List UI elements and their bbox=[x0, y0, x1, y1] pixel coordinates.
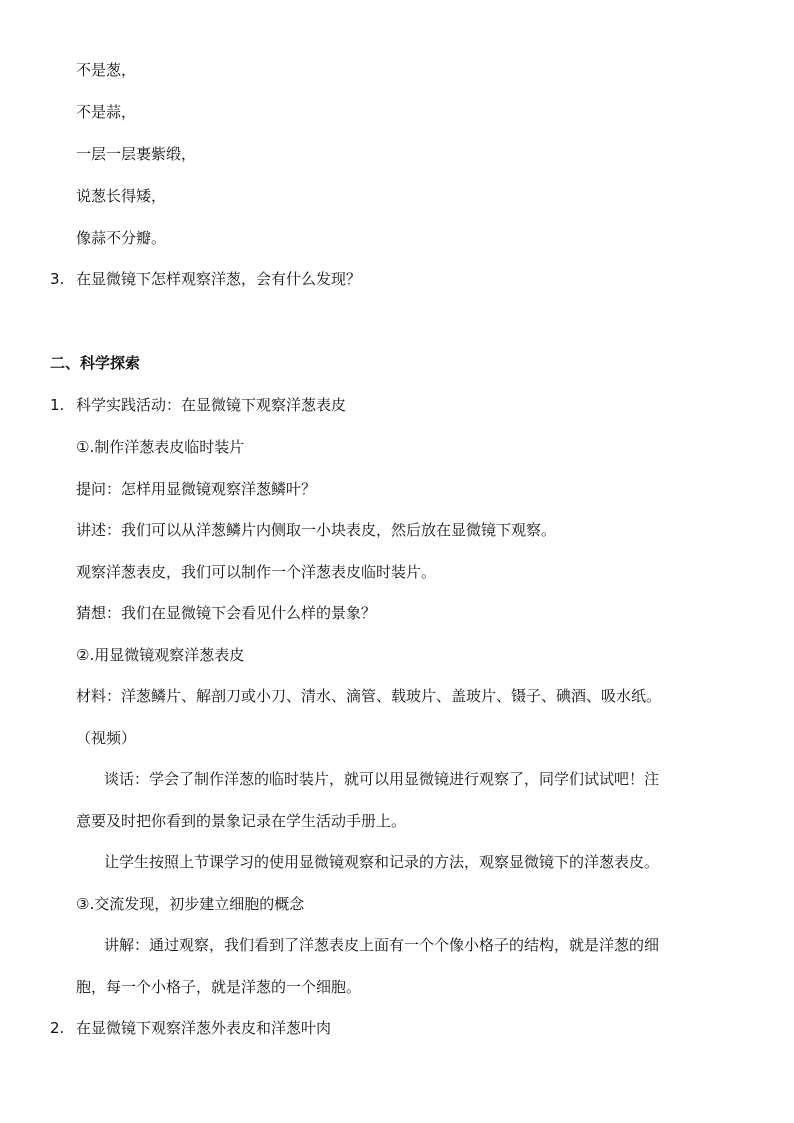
explain-paragraph-line-1: 讲解：通过观察，我们看到了洋葱表皮上面有一个个像小格子的结构，就是洋葱的细 bbox=[104, 936, 660, 954]
step-3-heading: ③.交流发现，初步建立细胞的概念 bbox=[76, 895, 305, 913]
materials-paragraph: 材料：洋葱鳞片、解剖刀或小刀、清水、滴管、载玻片、盖玻片、镊子、碘酒、吸水纸。 bbox=[76, 687, 662, 705]
item-1-text: 科学实践活动：在显微镜下观察洋葱表皮 bbox=[76, 396, 347, 414]
narration-paragraph: 讲述：我们可以从洋葱鳞片内侧取一小块表皮，然后放在显微镜下观察。 bbox=[76, 521, 557, 539]
poem-line-1: 不是葱， bbox=[76, 61, 137, 79]
section-heading: 二、科学探索 bbox=[50, 354, 141, 372]
step-1-heading: ①.制作洋葱表皮临时装片 bbox=[76, 438, 245, 456]
poem-line-2: 不是蒜， bbox=[76, 103, 137, 121]
talk-paragraph-line-2: 意要及时把你看到的景象记录在学生活动手册上。 bbox=[76, 812, 407, 830]
item-2-text: 在显微镜下观察洋葱外表皮和洋葱叶肉 bbox=[76, 1019, 332, 1037]
guess-paragraph: 猜想：我们在显微镜下会看见什么样的景象？ bbox=[76, 604, 377, 622]
item-1-number: 1. bbox=[50, 396, 65, 414]
poem-line-5: 像蒜不分瓣。 bbox=[76, 229, 167, 247]
poem-line-4: 说葱长得矮， bbox=[76, 187, 167, 205]
poem-line-3: 一层一层裹紫缎， bbox=[76, 145, 197, 163]
question-3-number: 3. bbox=[50, 270, 65, 288]
item-2-number: 2. bbox=[50, 1019, 65, 1037]
instruction-paragraph: 让学生按照上节课学习的使用显微镜观察和记录的方法，观察显微镜下的洋葱表皮。 bbox=[104, 853, 660, 871]
question-3-text: 在显微镜下怎样观察洋葱，会有什么发现？ bbox=[76, 270, 362, 288]
explain-paragraph-line-2: 胞，每一个小格子，就是洋葱的一个细胞。 bbox=[76, 978, 362, 996]
video-note: （视频） bbox=[76, 729, 137, 747]
talk-paragraph-line-1: 谈话：学会了制作洋葱的临时装片，就可以用显微镜进行观察了，同学们试试吧！注 bbox=[104, 770, 660, 788]
question-paragraph: 提问：怎样用显微镜观察洋葱鳞叶？ bbox=[76, 480, 317, 498]
step-2-heading: ②.用显微镜观察洋葱表皮 bbox=[76, 646, 245, 664]
observe-paragraph: 观察洋葱表皮，我们可以制作一个洋葱表皮临时装片。 bbox=[76, 563, 437, 581]
